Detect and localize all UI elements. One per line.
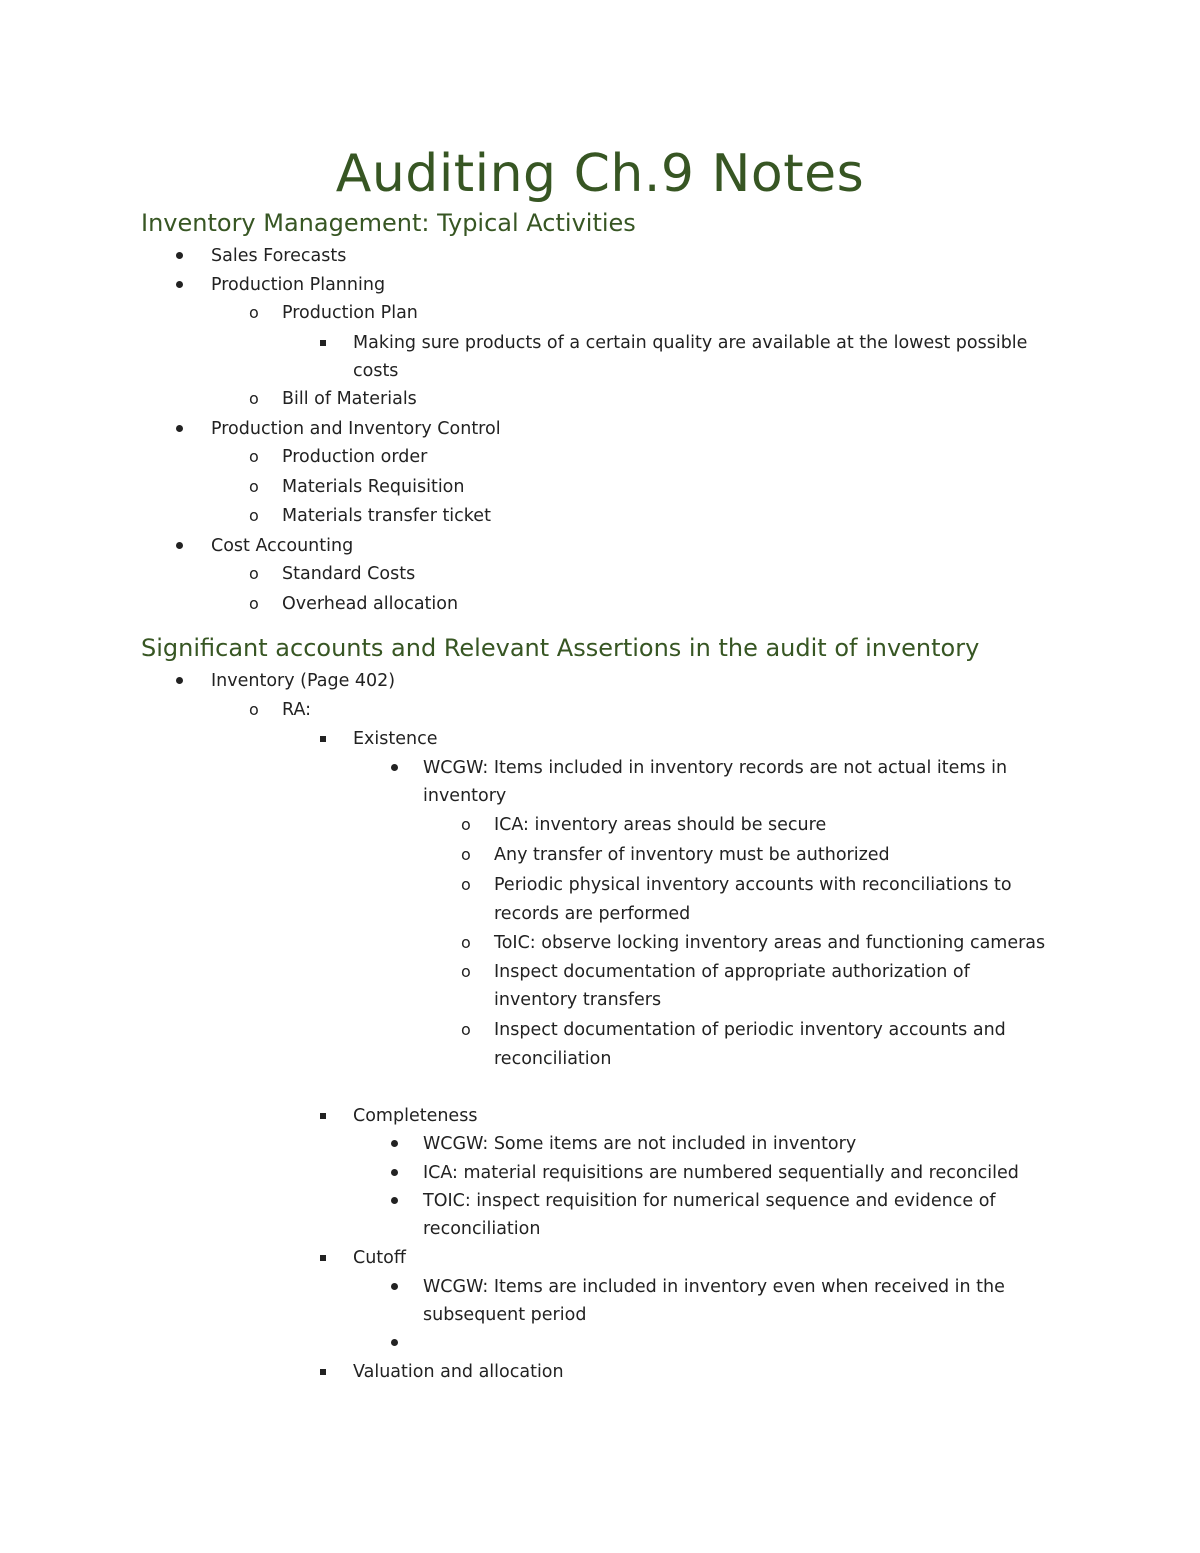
circle-bullet-icon: o (249, 594, 259, 613)
circle-bullet-icon: o (249, 506, 259, 525)
section-heading-significant-accounts: Significant accounts and Relevant Assertions in the audit of inventory (141, 634, 980, 662)
section-heading-inventory-management: Inventory Management: Typical Activities (141, 209, 636, 237)
circle-bullet-icon: o (249, 447, 259, 466)
circle-bullet-icon: o (249, 700, 259, 719)
circle-bullet-icon: o (249, 303, 259, 322)
document-page: Auditing Ch.9 Notes Inventory Management: Typical Activities Sales Forecasts Production Planning o Production Plan Making sure products of a certain quality are available at the lowest possible costs o Bill of Materials Production and Inventory Control o Production order o Materials Requisition o Materials transfer ticket Cost Accounting o Standard Costs o Overhead allocation Significant accounts and Relevant Assertions in the audit of inventory Inventory (Page 402) o RA: Existence WCGW: Items included in inventory records are not actual items in inventory o ICA: inventory areas should be secure o Any transfer of inventory must be authorized o Periodic physical inventory accounts with reconciliations to records are performed o ToIC: observe locking inventory areas and functioning cameras o Inspect documentation of appropriate authorization of inventory transfers o Inspect documentation of periodic inventory accounts and reconciliation Completeness WCGW: Some items are not included in inventory ICA: material requisitions are numbered sequentially and reconciled TOIC: inspect requisition for numerical sequence and evidence of reconciliation Cutoff WCGW: Items are included in inventory even when received in the subsequent period Valuation and allocation (0, 0, 1200, 1553)
circle-bullet-icon: o (461, 933, 471, 952)
circle-bullet-icon: o (249, 564, 259, 583)
circle-bullet-icon: o (249, 477, 259, 496)
circle-bullet-icon: o (461, 845, 471, 864)
circle-bullet-icon: o (461, 815, 471, 834)
circle-bullet-icon: o (249, 389, 259, 408)
document-title: Auditing Ch.9 Notes (335, 144, 865, 204)
circle-bullet-icon: o (461, 875, 471, 894)
circle-bullet-icon: o (461, 962, 471, 981)
circle-bullet-icon: o (461, 1020, 471, 1039)
